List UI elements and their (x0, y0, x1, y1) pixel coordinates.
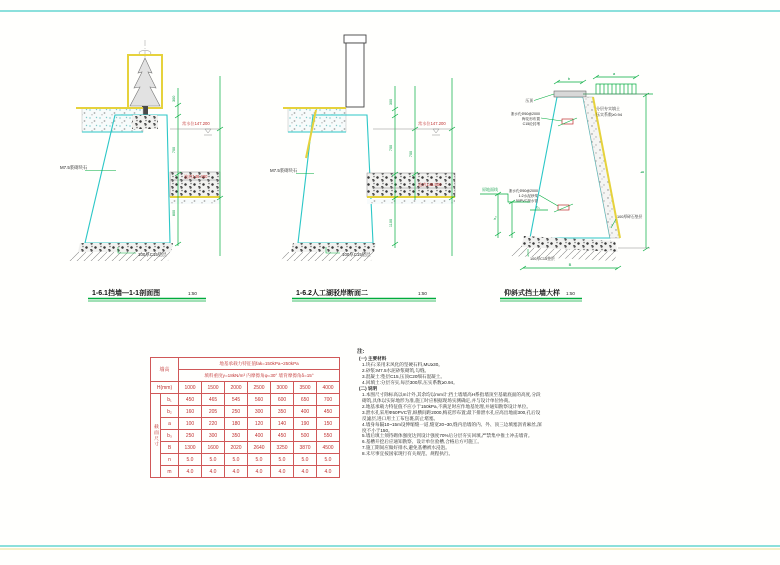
table-param-label: b₁ (161, 394, 179, 406)
table-param-label: b₃ (161, 430, 179, 442)
table-cell: 1600 (202, 442, 225, 454)
table-cell: 150 (317, 418, 340, 430)
dim-label-300: 300 (389, 98, 393, 106)
table-cell: 5.0 (225, 454, 248, 466)
table-cell: 5.0 (248, 454, 271, 466)
drawing-title (500, 288, 582, 301)
table-cell: 700 (317, 394, 340, 406)
fill-labels (596, 105, 623, 117)
table-cell: 2020 (225, 442, 248, 454)
table-cell: 5.0 (294, 454, 317, 466)
table-param-label: m (161, 466, 179, 478)
planting-notch (132, 115, 158, 129)
notes-section-heading: (二) 说明 (359, 386, 378, 392)
pool-bottom-label: 池底146.400 (184, 174, 208, 179)
table-cell: 3870 (294, 442, 317, 454)
wall-body (298, 115, 373, 243)
shrub (130, 58, 160, 106)
table-cell: 500 (294, 430, 317, 442)
cap-label-group (525, 94, 554, 103)
table-param-label: n (161, 454, 179, 466)
table-cell: 4500 (317, 442, 340, 454)
table-cell: 350 (271, 406, 294, 418)
section-middle-drawing (268, 28, 468, 308)
dimension-lines (170, 76, 223, 256)
notes-item: 7.施工期间应做好排水,避免基槽被水浸泡。 (362, 445, 450, 451)
table-cell: 5.0 (317, 454, 340, 466)
table-cell: 140 (271, 418, 294, 430)
table-row (151, 394, 340, 406)
weep-hole-upper (511, 111, 577, 126)
table-cell: 3250 (271, 442, 294, 454)
table-row (151, 418, 340, 430)
table-height-value: 1000 (179, 382, 202, 394)
section-right-drawing (478, 52, 688, 307)
weep1-line2: 梅花形布置 (522, 117, 540, 121)
notes-section-heading: (一) 主要材料 (359, 356, 387, 361)
table-cell: 300 (202, 430, 225, 442)
table-row (151, 442, 340, 454)
right-title: 仰斜式挡土墙大样 (504, 290, 560, 297)
weep1-line1: 泄水孔Φ50@2000 (510, 112, 540, 116)
table-cell: 600 (271, 394, 294, 406)
table-row (151, 406, 340, 418)
sheet-border-bottom (0, 545, 780, 547)
construction-notes (357, 347, 543, 457)
table-height-label: H(mm) (151, 382, 179, 394)
table-cell: 450 (317, 406, 340, 418)
masonry-label: M7.5浆砌块石 (270, 168, 298, 173)
table-cell: 400 (294, 406, 317, 418)
notes-item: 3.混凝土:垫层C15,压顶C20细石混凝土。 (362, 373, 445, 379)
water-level-icon (433, 129, 439, 133)
weep1-line3: C15砼封堵 (522, 122, 540, 126)
table-cell: 4.0 (248, 466, 271, 478)
cushion-label: 100厚C15垫层 (530, 257, 555, 261)
table-cell: 120 (248, 418, 271, 430)
table-cell: 4.0 (271, 466, 294, 478)
table-cell: 160 (179, 406, 202, 418)
table-cell: 250 (225, 406, 248, 418)
table-height-value: 3000 (271, 382, 294, 394)
table-cell: 650 (294, 394, 317, 406)
weep-hole-lower (509, 188, 573, 212)
right-title-scale: 1:50 (566, 291, 575, 296)
table-row (151, 466, 340, 478)
gravel-label: 100厚碎石垫层 (617, 215, 643, 219)
notes-item: 5.墙后填土须待砌体强度达到设计强度70%后分层夯实回填,严禁集中推土冲击墙背。 (362, 433, 533, 439)
sheet-border-top (0, 10, 780, 12)
table-cell: 100 (179, 418, 202, 430)
table-height-value: 1500 (202, 382, 225, 394)
cushion-label: 100厚C15垫层 (342, 252, 371, 257)
backfill-drain-layer (583, 97, 620, 238)
weep-pipe-lower (558, 205, 569, 210)
ground-line-label: 原地面线 (482, 187, 498, 192)
dim-label-B: B (568, 262, 572, 267)
left-title-scale: 1:50 (188, 291, 197, 296)
notes-item: 4.墙身每隔10~15m设伸缩缝一道,缝宽20~30,缝内沿墙的内、外、顶三边填塞沥青麻丝,深度不小于150。 (362, 421, 542, 433)
notes-item: 3.泄水孔采用Φ50PVC管,纵横间距2000,梅花形布置;最下排泄水孔应高出地面300,孔后设反滤层,进口用土工布包裹,防止堵塞。 (362, 409, 541, 421)
table-cell: 350 (225, 430, 248, 442)
water-level-icon (205, 129, 211, 133)
cushion-label: 100厚C15垫层 (138, 252, 167, 257)
table-height-value: 4000 (317, 382, 340, 394)
table-cell: 560 (248, 394, 271, 406)
weep2-line1: 泄水孔Φ50@2000 (508, 189, 538, 193)
notes-item: 4.回填土:分层夯实,每层300厚,压实系数≥0.94。 (362, 379, 458, 385)
table-cell: 450 (271, 430, 294, 442)
base-width-dim (520, 262, 621, 270)
dimension-lines (373, 78, 455, 256)
table-cell: 4.0 (225, 466, 248, 478)
table-cell: 220 (202, 418, 225, 430)
middle-title: 1-6.2人工湖驳岸断面二 (296, 290, 368, 297)
notes-item: 1.块石:采用未风化的坚硬石料,MU≥30。 (362, 361, 443, 367)
table-row (151, 454, 340, 466)
top-width-dim (554, 76, 586, 84)
table-header-bearing: 地基承载力特征值fak=150kPa~250kPa (179, 358, 340, 370)
pool-bottom-label: 池底146.500 (418, 182, 442, 187)
table-cell: 545 (225, 394, 248, 406)
table-param-label: a (161, 418, 179, 430)
notes-item: 1.本图尺寸除标高以m计外,其余均以mm计;挡土墙墙高H系指墙顶至基础底面的高度,分段砌筑,具体以实际地形为准,施工时应根据现场实测确定,并与设计单位协商。 (362, 392, 541, 404)
column (344, 35, 366, 107)
table-cell: 5.0 (179, 454, 202, 466)
weep2-line3: 50PVC泄水管 (515, 199, 538, 203)
table-param-label: b₂ (161, 406, 179, 418)
table-cell: 400 (248, 430, 271, 442)
table-cell: 250 (179, 430, 202, 442)
table-height-value: 3500 (294, 382, 317, 394)
notes-item: 6.基槽开挖后应通知勘察、设计单位验槽,合格后方可施工。 (362, 439, 482, 445)
dim-label-h: h (640, 170, 645, 174)
dim-label-h4: h₄ (493, 216, 497, 220)
table-cell: 550 (317, 430, 340, 442)
wall-parameter-table (150, 357, 340, 478)
notes-item: 2.地基承载力特征值不应小于150kPa,不满足时应作地基处理,并通知勘察设计单位。 (362, 404, 531, 409)
dim-label-1100: 1100 (389, 218, 393, 228)
drawing-title (292, 288, 436, 301)
left-title: 1-6.1挡墙—1-1剖面图 (92, 290, 161, 297)
table-header-soil: 填料重度γ=18kN/m³ 内摩擦角φ=30° 墙背摩擦角δ=15° (179, 370, 340, 382)
table-cell: 5.0 (271, 454, 294, 466)
dim-label-b3: b₃ (536, 205, 540, 210)
wall-body (85, 115, 170, 243)
table-cell: 300 (248, 406, 271, 418)
table-cell: 190 (294, 418, 317, 430)
middle-title-scale: 1:50 (418, 291, 427, 296)
notes-item: 8.未尽事宜按国家现行有关规范、规程执行。 (362, 451, 454, 456)
dim-label-a: a (612, 71, 616, 76)
notes-item: 2.砂浆:M7.5水泥砂浆砌筑,勾缝。 (362, 367, 430, 373)
weep-pipe-upper (562, 119, 573, 124)
notes-title: 注: (357, 349, 365, 355)
table-height-value: 2000 (225, 382, 248, 394)
table-cell: 1300 (179, 442, 202, 454)
pool-gravel-layer (367, 173, 455, 204)
table-cell: 4.0 (202, 466, 225, 478)
dim-label-300: 300 (172, 95, 176, 102)
table-corner-label: 墙高 (151, 358, 179, 382)
fill-label-2: 压实系数≥0.94 (596, 112, 622, 117)
table-cell: 4.0 (179, 466, 202, 478)
dim-label-800: 800 (172, 209, 176, 217)
section-left-drawing (58, 28, 293, 308)
water-level-label: 常水位147.200 (182, 121, 210, 126)
dim-label-700a: 700 (389, 144, 393, 152)
surcharge-load (583, 71, 653, 94)
drawing-title (88, 288, 206, 301)
table-side-label: 截面尺寸 (151, 394, 161, 478)
weep2-line2: 1:2水泥砂浆 (518, 194, 538, 198)
masonry-label: M7.5浆砌块石 (60, 165, 88, 170)
dim-label-700: 700 (172, 146, 176, 154)
table-row (151, 430, 340, 442)
table-cell: 4.0 (294, 466, 317, 478)
dim-label-b: b (567, 76, 571, 81)
table-cell: 205 (202, 406, 225, 418)
dim-label-700b: 700 (409, 150, 413, 158)
table-cell: 2640 (248, 442, 271, 454)
wall-cap (554, 91, 586, 97)
sheet-border-accent (0, 548, 780, 550)
table-cell: 180 (225, 418, 248, 430)
table-param-label: B (161, 442, 179, 454)
foundation (511, 236, 618, 261)
table-cell: 450 (179, 394, 202, 406)
water-level-label: 常水位147.200 (418, 121, 446, 126)
cap-label: 压顶 (525, 99, 533, 103)
table-cell: 465 (202, 394, 225, 406)
table-cell: 5.0 (202, 454, 225, 466)
table-cell: 4.0 (317, 466, 340, 478)
fill-label-1: 分层夯实填土 (596, 106, 620, 111)
table-height-value: 2500 (248, 382, 271, 394)
